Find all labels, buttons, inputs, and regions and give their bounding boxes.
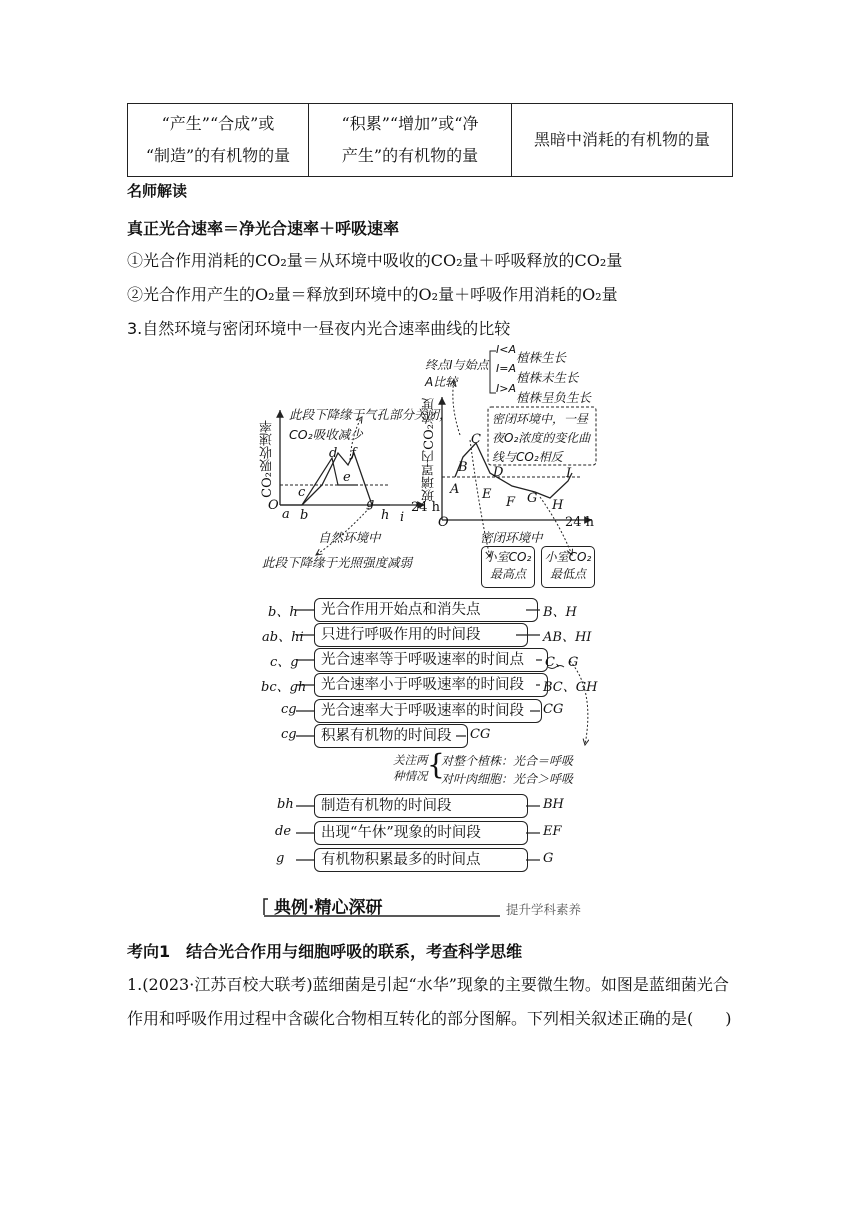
- left-24h: 24 h: [411, 500, 441, 515]
- left-y-label: CO₂吸收速率: [260, 420, 275, 498]
- banner-title: 典例·精心深研: [274, 898, 383, 918]
- left-origin: O: [268, 498, 279, 513]
- point-f: f: [351, 446, 356, 461]
- cmp1-text: 植株生长: [516, 350, 567, 365]
- notes-heading: 名师解读: [127, 182, 188, 200]
- note-item-2: ②光合作用产生的O₂量＝释放到环境中的O₂量＋呼吸作用消耗的O₂量: [127, 285, 618, 304]
- row2-right: AB、HI: [543, 630, 592, 645]
- row4-box: 光合速率小于呼吸速率的时间段: [314, 673, 548, 697]
- cmp1: I<A: [496, 343, 516, 356]
- left-top-note: 此段下降缘于气孔部分关闭，CO₂吸收减少: [289, 407, 452, 442]
- row3-right: C、G: [545, 655, 579, 670]
- cmp3-text: 植株呈负生长: [516, 390, 592, 405]
- row6-left: cg: [281, 727, 297, 742]
- attention-label: 关注两种情况: [393, 753, 428, 783]
- point-e: e: [343, 470, 351, 485]
- point-H: H: [552, 498, 564, 513]
- right-y-label: 玻璃罩内CO₂浓度: [422, 398, 437, 502]
- point-E: E: [482, 487, 492, 502]
- end-point-note: 终点I与始点A比较: [425, 358, 489, 389]
- row8-box: 出现“午休”现象的时间段: [314, 821, 528, 845]
- row1-left: b、h: [268, 605, 298, 620]
- point-I: I: [566, 466, 572, 481]
- row6-right: CG: [470, 727, 491, 742]
- right-24h: 24 h: [565, 515, 595, 530]
- section-3-title: 3.自然环境与密闭环境中一昼夜内光合速率曲线的比较: [127, 319, 511, 338]
- right-origin: O: [438, 515, 449, 530]
- row7-right: BH: [543, 797, 564, 812]
- row6-box: 积累有机物的时间段: [314, 724, 468, 748]
- row8-left: de: [275, 824, 292, 839]
- row4-right: BC、GH: [543, 680, 598, 695]
- row4-left: bc、gh: [261, 680, 307, 695]
- left-bottom-note: 此段下降缘于光照强度减弱: [262, 555, 413, 570]
- formula: 真正光合速率＝净光合速率＋呼吸速率: [127, 219, 400, 238]
- attention-line-2: 对叶肉细胞：光合＞呼吸: [441, 772, 574, 786]
- point-F: F: [506, 495, 516, 510]
- point-D: D: [493, 465, 504, 480]
- cmp3: I>A: [496, 382, 516, 395]
- cmp2-text: 植株未生长: [516, 370, 579, 385]
- row2-box: 只进行呼吸作用的时间段: [314, 623, 528, 647]
- row3-left: c、g: [270, 655, 299, 670]
- table-cell-1: “产生”“合成”或 “制造”的有机物的量: [128, 104, 309, 177]
- point-B: B: [458, 460, 468, 475]
- row9-box: 有机物积累最多的时间点: [314, 848, 528, 872]
- high-point-box: 小室CO₂最高点: [481, 546, 535, 588]
- table-cell-2: “积累”“增加”或“净 产生”的有机物的量: [309, 104, 512, 177]
- row2-left: ab、hi: [262, 630, 304, 645]
- attention-line-1: 对整个植株：光合＝呼吸: [441, 754, 574, 768]
- row1-box: 光合作用开始点和消失点: [314, 598, 538, 622]
- attention-brace: {: [427, 748, 445, 781]
- table-cell-3: 黑暗中消耗的有机物的量: [512, 104, 733, 177]
- row5-box: 光合速率大于呼吸速率的时间段: [314, 699, 542, 723]
- note-item-1: ①光合作用消耗的CO₂量＝从环境中吸收的CO₂量＋呼吸释放的CO₂量: [127, 251, 623, 270]
- row3-box: 光合速率等于呼吸速率的时间点: [314, 648, 548, 672]
- point-i: i: [400, 510, 405, 525]
- row8-right: EF: [543, 824, 562, 839]
- point-A: A: [450, 482, 460, 497]
- row9-left: g: [276, 851, 285, 866]
- point-h: h: [381, 508, 390, 523]
- question-body: 1.(2023·江苏百校大联考)蓝细菌是引起“水华”现象的主要微生物。如图是蓝细菌光合作用和呼吸作用过程中含碳化合物相互转化的部分图解。下列相关叙述正确的是( ): [127, 975, 732, 1028]
- point-c: c: [298, 485, 306, 500]
- row7-left: bh: [277, 797, 294, 812]
- point-a: a: [282, 507, 290, 522]
- point-C: C: [471, 432, 481, 447]
- point-b: b: [300, 508, 309, 523]
- dashed-box-text: 密闭环境中，一昼夜O₂浓度的变化曲线与CO₂相反: [492, 412, 591, 464]
- row7-box: 制造有机物的时间段: [314, 794, 528, 818]
- section-banner: [262, 893, 602, 917]
- question-heading: 考向1 结合光合作用与细胞呼吸的联系，考查科学思维: [127, 942, 523, 961]
- low-point-box: 小室CO₂最低点: [541, 546, 595, 588]
- point-d: d: [329, 446, 338, 461]
- row9-right: G: [543, 851, 554, 866]
- comparison-table: [127, 103, 733, 177]
- row5-right: CG: [543, 702, 564, 717]
- row1-right: B、H: [543, 605, 577, 620]
- left-caption: 自然环境中: [318, 530, 381, 545]
- right-caption: 密闭环境中: [480, 530, 543, 545]
- row5-left: cg: [281, 702, 297, 717]
- point-G: G: [527, 491, 538, 506]
- cmp2: I=A: [496, 362, 516, 375]
- banner-subtitle: 提升学科素养: [506, 902, 582, 917]
- point-g: g: [366, 496, 375, 511]
